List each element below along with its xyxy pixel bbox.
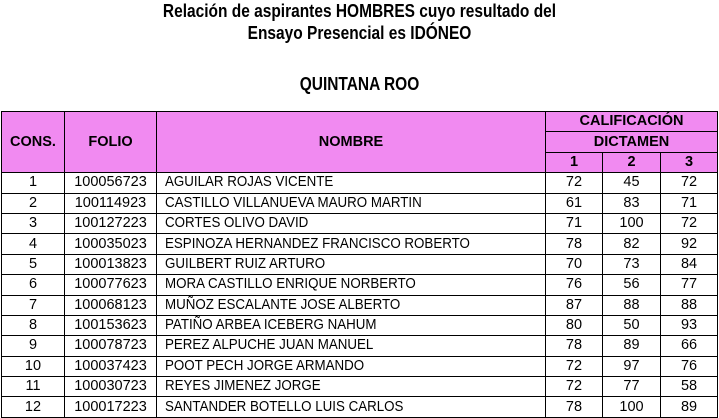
row-dictamen-1: 80 (546, 315, 603, 335)
row-dictamen-3: 89 (661, 397, 718, 417)
row-dictamen-2: 56 (603, 275, 661, 295)
row-nombre (157, 336, 546, 356)
row-cons: 4 (2, 234, 65, 254)
table-row (2, 336, 718, 356)
row-nombre-text: REYES JIMENEZ JORGE (165, 378, 321, 395)
header-dictamen-2: 2 (603, 152, 661, 172)
row-dictamen-2: 45 (603, 173, 661, 193)
row-nombre (157, 275, 546, 295)
row-nombre-text: GUILBERT RUIZ ARTURO (165, 255, 326, 272)
table-row (2, 315, 718, 335)
row-dictamen-3: 71 (661, 193, 718, 213)
row-dictamen-1: 71 (546, 213, 603, 233)
table-row (2, 356, 718, 376)
table-row (2, 213, 718, 233)
row-dictamen-1: 61 (546, 193, 603, 213)
header-dictamen-3: 3 (661, 152, 718, 172)
row-cons: 10 (2, 356, 65, 376)
row-dictamen-1: 72 (546, 356, 603, 376)
row-nombre (157, 193, 546, 213)
row-dictamen-3: 92 (661, 234, 718, 254)
table-row (2, 377, 718, 397)
row-dictamen-2: 77 (603, 377, 661, 397)
row-nombre-text: SANTANDER BOTELLO LUIS CARLOS (165, 398, 404, 415)
row-dictamen-3: 84 (661, 254, 718, 274)
table-row (2, 193, 718, 213)
row-dictamen-2: 50 (603, 315, 661, 335)
row-folio: 100056723 (65, 173, 157, 193)
header-calificacion: CALIFICACIÓN (546, 112, 718, 132)
row-cons: 2 (2, 193, 65, 213)
row-nombre (157, 213, 546, 233)
row-dictamen-1: 78 (546, 397, 603, 417)
row-dictamen-1: 78 (546, 336, 603, 356)
row-dictamen-3: 76 (661, 356, 718, 376)
table-body (2, 173, 718, 418)
table-row (2, 275, 718, 295)
header-folio: FOLIO (65, 112, 157, 173)
row-dictamen-2: 100 (603, 397, 661, 417)
row-nombre (157, 315, 546, 335)
document-title-line-1: Relación de aspirantes HOMBRES cuyo resultado del (162, 1, 557, 21)
row-folio: 100030723 (65, 377, 157, 397)
table-row (2, 295, 718, 315)
header-dictamen-1: 1 (546, 152, 603, 172)
row-dictamen-2: 83 (603, 193, 661, 213)
row-folio: 100035023 (65, 234, 157, 254)
row-dictamen-3: 77 (661, 275, 718, 295)
row-dictamen-1: 72 (546, 173, 603, 193)
row-dictamen-1: 72 (546, 377, 603, 397)
table-row (2, 234, 718, 254)
header-nombre: NOMBRE (157, 112, 546, 173)
row-cons: 6 (2, 275, 65, 295)
row-folio: 100017223 (65, 397, 157, 417)
row-dictamen-1: 87 (546, 295, 603, 315)
row-nombre-text: AGUILAR ROJAS VICENTE (165, 174, 334, 191)
row-dictamen-3: 88 (661, 295, 718, 315)
row-folio: 100114923 (65, 193, 157, 213)
row-dictamen-1: 78 (546, 234, 603, 254)
header-dictamen: DICTAMEN (546, 132, 718, 152)
row-cons: 12 (2, 397, 65, 417)
row-nombre-text: CASTILLO VILLANUEVA MAURO MARTIN (165, 194, 422, 211)
row-dictamen-2: 73 (603, 254, 661, 274)
row-cons: 7 (2, 295, 65, 315)
region-heading: QUINTANA ROO (299, 74, 420, 94)
row-nombre (157, 254, 546, 274)
row-nombre (157, 377, 546, 397)
row-folio: 100153623 (65, 315, 157, 335)
row-cons: 9 (2, 336, 65, 356)
row-nombre (157, 295, 546, 315)
row-dictamen-3: 93 (661, 315, 718, 335)
applicants-table (1, 111, 718, 418)
row-cons: 3 (2, 213, 65, 233)
row-dictamen-2: 100 (603, 213, 661, 233)
row-dictamen-2: 89 (603, 336, 661, 356)
row-cons: 11 (2, 377, 65, 397)
row-nombre-text: MORA CASTILLO ENRIQUE NORBERTO (165, 276, 416, 293)
row-dictamen-3: 72 (661, 213, 718, 233)
row-nombre-text: PATIÑO ARBEA ICEBERG NAHUM (165, 317, 377, 334)
row-folio: 100068123 (65, 295, 157, 315)
row-nombre (157, 173, 546, 193)
row-nombre (157, 356, 546, 376)
row-dictamen-2: 97 (603, 356, 661, 376)
row-dictamen-3: 58 (661, 377, 718, 397)
row-dictamen-2: 82 (603, 234, 661, 254)
row-folio: 100037423 (65, 356, 157, 376)
row-cons: 8 (2, 315, 65, 335)
header-cons: CONS. (2, 112, 65, 173)
row-nombre-text: MUÑOZ ESCALANTE JOSE ALBERTO (165, 296, 401, 313)
row-nombre (157, 234, 546, 254)
row-dictamen-3: 66 (661, 336, 718, 356)
row-dictamen-3: 72 (661, 173, 718, 193)
document-title-line-2: Ensayo Presencial es IDÓNEO (247, 23, 472, 43)
row-folio: 100127223 (65, 213, 157, 233)
row-folio: 100077623 (65, 275, 157, 295)
row-nombre-text: ESPINOZA HERNANDEZ FRANCISCO ROBERTO (165, 235, 470, 252)
row-nombre (157, 397, 546, 417)
row-nombre-text: PEREZ ALPUCHE JUAN MANUEL (165, 337, 374, 354)
row-nombre-text: CORTES OLIVO DAVID (165, 215, 309, 232)
row-dictamen-2: 88 (603, 295, 661, 315)
table-row (2, 397, 718, 417)
table-row (2, 254, 718, 274)
row-cons: 1 (2, 173, 65, 193)
row-dictamen-1: 76 (546, 275, 603, 295)
row-folio: 100013823 (65, 254, 157, 274)
row-folio: 100078723 (65, 336, 157, 356)
table-row (2, 173, 718, 193)
row-nombre-text: POOT PECH JORGE ARMANDO (165, 357, 365, 374)
row-dictamen-1: 70 (546, 254, 603, 274)
row-cons: 5 (2, 254, 65, 274)
